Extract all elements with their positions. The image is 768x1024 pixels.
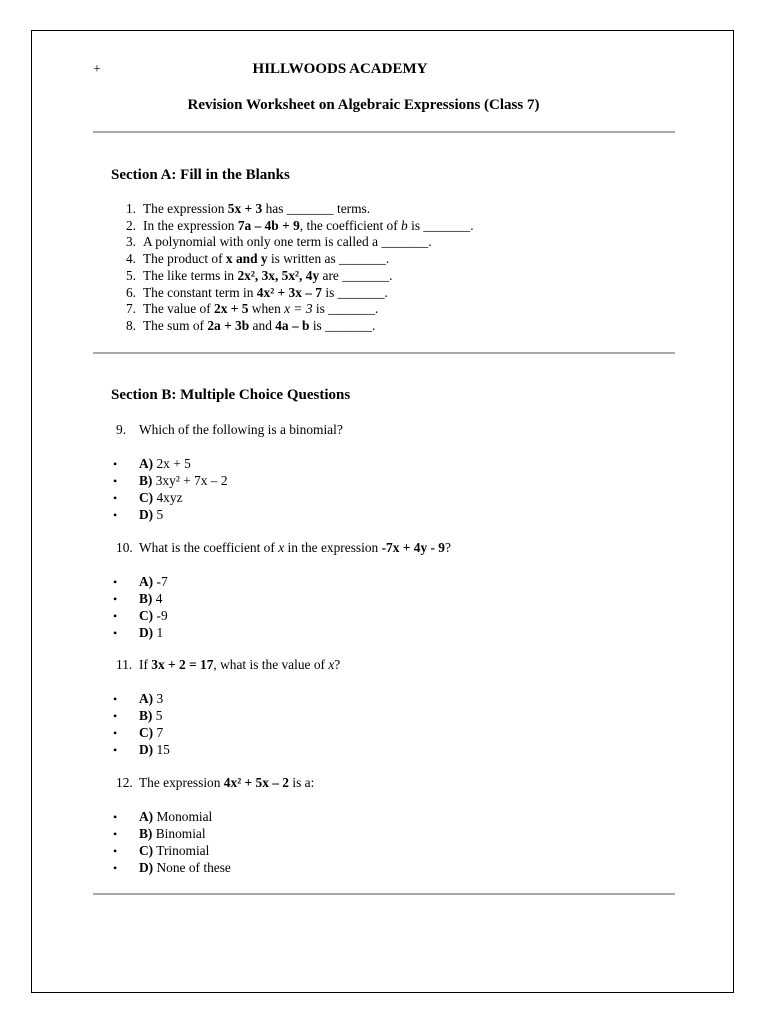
- item-number: 5.: [125, 267, 136, 283]
- option-label: A): [139, 574, 154, 589]
- item-text: The expression 5x + 3 has _______ terms.: [143, 201, 371, 216]
- fill-blank-item: [108, 285, 388, 302]
- mcq-option: [113, 826, 206, 843]
- question-number: 12.: [116, 775, 133, 790]
- item-text: The constant term in 4x² + 3x – 7 is _______.: [143, 284, 388, 300]
- option-label: D): [139, 506, 154, 522]
- option-text: Trinomial: [153, 842, 210, 858]
- option-label: C): [139, 607, 154, 623]
- mcq-option: [113, 860, 231, 877]
- bullet-icon: •: [113, 473, 118, 488]
- bullet-icon: •: [113, 457, 118, 471]
- option-label: A): [139, 809, 154, 824]
- option-label: D): [139, 741, 154, 757]
- mcq-option: [113, 456, 191, 473]
- option-label: B): [139, 825, 153, 841]
- worksheet-title: Revision Worksheet on Algebraic Expressions (Class 7): [187, 97, 540, 113]
- item-text: The product of x and y is written as _______.: [143, 251, 390, 267]
- item-text: In the expression 7a – 4b + 9, the coefficient of b is _______.: [143, 217, 474, 233]
- bullet-icon: •: [113, 810, 118, 824]
- option-text: 2x + 5: [153, 456, 191, 471]
- item-number: 2.: [125, 217, 136, 233]
- mcq-option: [113, 843, 209, 860]
- option-text: 3xy² + 7x – 2: [152, 472, 228, 488]
- option-label: C): [139, 724, 154, 740]
- mcq-question: [116, 422, 343, 439]
- option-text: 1: [153, 624, 164, 640]
- option-label: D): [139, 859, 154, 875]
- bullet-icon: •: [113, 507, 118, 522]
- question-text: What is the coefficient of x in the expression -7x + 4y - 9?: [139, 540, 451, 555]
- item-number: 8.: [125, 317, 136, 333]
- mcq-option: [113, 708, 162, 725]
- option-label: D): [139, 624, 154, 640]
- mcq-option: [113, 591, 162, 608]
- divider-top: [93, 131, 675, 133]
- bullet-icon: •: [113, 591, 118, 606]
- mcq-option: [113, 691, 163, 708]
- bullet-icon: •: [113, 575, 118, 589]
- fill-blank-item: [108, 301, 378, 318]
- bullet-icon: •: [113, 843, 118, 858]
- question-number: 9.: [116, 422, 127, 437]
- option-label: B): [139, 707, 153, 723]
- mcq-question: [116, 657, 340, 674]
- option-text: None of these: [153, 859, 231, 875]
- bullet-icon: •: [113, 708, 118, 723]
- fill-blank-item: [108, 318, 375, 335]
- item-number: 4.: [125, 251, 136, 267]
- mcq-option: [113, 625, 163, 642]
- bullet-icon: •: [113, 826, 118, 841]
- school-name: HILLWOODS ACADEMY: [252, 61, 428, 77]
- bullet-icon: •: [113, 725, 118, 740]
- item-text: The sum of 2a + 3b and 4a – b is _______.: [143, 317, 376, 333]
- option-text: Monomial: [153, 809, 213, 824]
- plus-mark: +: [93, 62, 101, 77]
- divider-bottom: [93, 893, 675, 895]
- item-number: 3.: [125, 234, 136, 250]
- fill-blank-item: [108, 201, 370, 218]
- option-text: Binomial: [152, 825, 206, 841]
- option-text: 7: [153, 724, 164, 740]
- item-text: The value of 2x + 5 when x = 3 is _______.: [143, 301, 379, 317]
- mcq-question: [116, 540, 451, 557]
- section-a-title: Section A: Fill in the Blanks: [111, 167, 290, 183]
- item-number: 6.: [125, 284, 136, 300]
- item-text: The like terms in 2x², 3x, 5x², 4y are _______.: [143, 267, 393, 283]
- mcq-option: [113, 507, 163, 524]
- item-number: 7.: [125, 301, 136, 317]
- option-text: 3: [153, 691, 164, 706]
- fill-blank-item: [108, 234, 432, 251]
- divider-middle: [93, 352, 675, 354]
- item-number: 1.: [125, 201, 136, 216]
- question-number: 11.: [116, 657, 133, 672]
- question-number: 10.: [116, 540, 133, 555]
- item-text: A polynomial with only one term is called a _______.: [143, 234, 432, 250]
- option-label: B): [139, 472, 153, 488]
- bullet-icon: •: [113, 692, 118, 706]
- bullet-icon: •: [113, 490, 118, 505]
- option-text: -9: [153, 607, 168, 623]
- option-label: A): [139, 456, 154, 471]
- option-text: 4xyz: [153, 489, 183, 505]
- mcq-option: [113, 742, 170, 759]
- option-text: 5: [153, 506, 164, 522]
- option-text: -7: [153, 574, 168, 589]
- option-label: C): [139, 489, 154, 505]
- mcq-option: [113, 608, 168, 625]
- fill-blank-item: [108, 218, 474, 235]
- option-text: 4: [152, 590, 163, 606]
- bullet-icon: •: [113, 625, 118, 640]
- mcq-option: [113, 490, 183, 507]
- fill-blank-item: [108, 251, 389, 268]
- option-label: B): [139, 590, 153, 606]
- section-b-title: Section B: Multiple Choice Questions: [111, 387, 351, 403]
- question-text: Which of the following is a binomial?: [139, 422, 343, 437]
- mcq-option: [113, 473, 228, 490]
- option-text: 5: [152, 707, 163, 723]
- mcq-option: [113, 574, 168, 591]
- mcq-question: [116, 775, 314, 792]
- option-label: A): [139, 691, 154, 706]
- question-text: The expression 4x² + 5x – 2 is a:: [139, 775, 315, 790]
- mcq-option: [113, 809, 212, 826]
- option-text: 15: [153, 741, 170, 757]
- option-label: C): [139, 842, 154, 858]
- mcq-option: [113, 725, 163, 742]
- question-text: If 3x + 2 = 17, what is the value of x?: [139, 657, 341, 672]
- fill-blank-item: [108, 268, 392, 285]
- bullet-icon: •: [113, 860, 118, 875]
- bullet-icon: •: [113, 608, 118, 623]
- bullet-icon: •: [113, 742, 118, 757]
